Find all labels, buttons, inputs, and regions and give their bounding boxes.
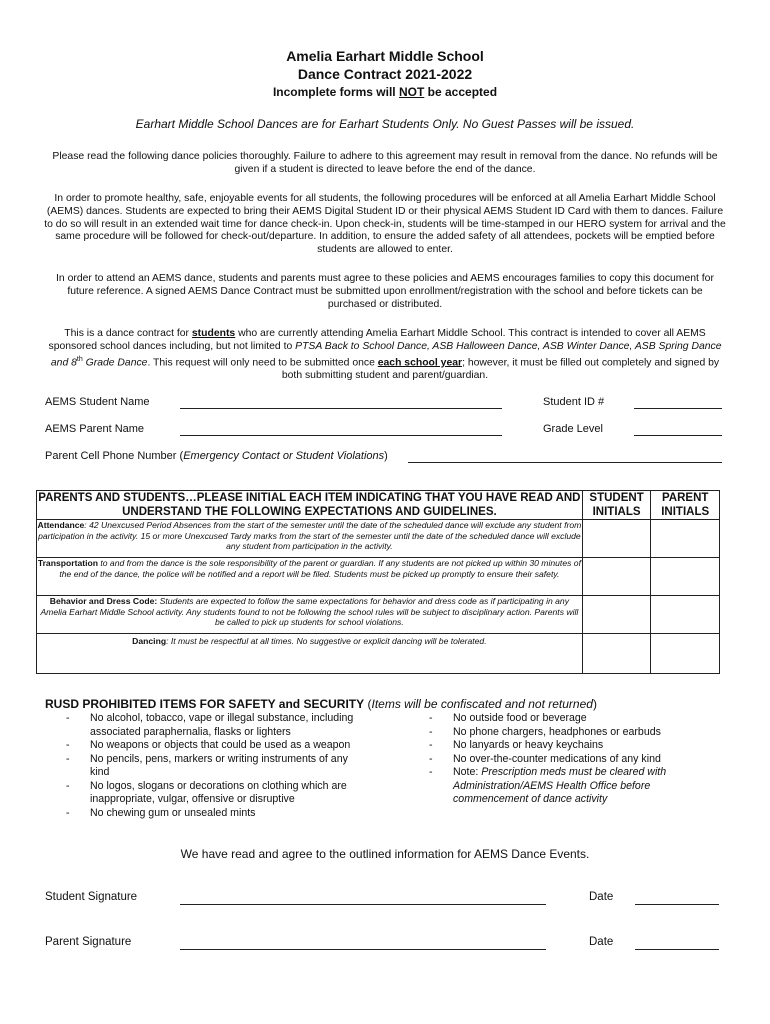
incomplete-notice: Incomplete forms will NOT be accepted [272, 85, 498, 99]
student-initials-box[interactable] [582, 634, 651, 674]
list-item: - No outside food or beverage [429, 712, 587, 724]
parent-initials-box[interactable] [651, 634, 720, 674]
policy-paragraph-3: In order to attend an AEMS dance, students and parents must agree to these policies and AEMS encourages families to copy this document for future reference. A signed AEMS Dance Contract must be submitted upon enrollment/registration with the school and before tickets can be purchased or distributed. [56, 273, 714, 310]
student-id-line[interactable] [634, 408, 722, 409]
parent-initials-box[interactable] [651, 558, 720, 596]
parent-signature-line[interactable] [180, 949, 546, 950]
expectations-table [36, 490, 720, 674]
student-initials-box[interactable] [582, 520, 651, 558]
list-item: - Note: Prescription meds must be cleared with Administration/AEMS Health Office before commencement of dance activity [429, 766, 667, 805]
student-name-label: AEMS Student Name [45, 396, 150, 408]
student-initials-box[interactable] [582, 558, 651, 596]
school-name: Amelia Earhart Middle School [286, 48, 484, 64]
student-signature-label: Student Signature [45, 891, 138, 903]
list-item: - No logos, slogans or decorations on clothing which are inappropriate, vulgar, offensive or disruptive [66, 779, 347, 805]
student-date-line[interactable] [635, 904, 719, 905]
rule-dancing: Dancing: It must be respectful at all times. No suggestive or explicit dancing will be tolerated. [37, 634, 583, 674]
rule-attendance: Attendance: 42 Unexcused Period Absences from the start of the semester until the date of the scheduled dance will exclude any student from participation in the activity. 15 or more Unexcused Tardy marks from the start of the semester until the date of the scheduled dance will exclude any student from participation in the activity. [37, 520, 583, 558]
list-item: - No pencils, pens, markers or writing instruments of any kind [66, 752, 348, 778]
prohibited-list-left [45, 712, 365, 820]
list-item: - No over-the-counter medications of any kind [429, 752, 661, 765]
parent-phone-line[interactable] [408, 462, 722, 463]
parent-name-line[interactable] [180, 435, 502, 436]
table-row [37, 558, 720, 596]
list-item: - No weapons or objects that could be used as a weapon [66, 739, 351, 751]
parent-date-label: Date [589, 936, 614, 948]
contract-title: Dance Contract 2021-2022 [297, 66, 473, 82]
agreement-statement: We have read and agree to the outlined information for AEMS Dance Events. [180, 847, 590, 861]
parent-date-line[interactable] [635, 949, 719, 950]
prohibited-title: RUSD PROHIBITED ITEMS FOR SAFETY and SECURITY (Items will be confiscated and not returned) [45, 697, 597, 711]
rule-behavior-dress-code: Behavior and Dress Code: Students are expected to follow the same expectations for behavior and dress code as if participating in any Amelia Earhart Middle School activity. Any students found to not be following the school rules will be subject to disciplinary action. Parents will be called to pick up students for school violations. [37, 596, 583, 634]
list-item: - No alcohol, tobacco, vape or illegal substance, including associated paraphernalia, flasks or lighters [66, 712, 354, 738]
tagline: Earhart Middle School Dances are for Earhart Students Only. No Guest Passes will be issued. [135, 117, 635, 131]
parent-name-label: AEMS Parent Name [45, 423, 145, 435]
expectations-header: PARENTS AND STUDENTS…PLEASE INITIAL EACH ITEM INDICATING THAT YOU HAVE READ AND UNDERSTAND THE FOLLOWING EXPECTATIONS AND GUIDELINES. [38, 492, 581, 518]
parent-initials-box[interactable] [651, 596, 720, 634]
grade-level-label: Grade Level [543, 423, 603, 435]
student-name-line[interactable] [180, 408, 502, 409]
student-id-label: Student ID # [543, 396, 605, 408]
list-item: - No phone chargers, headphones or earbuds [429, 725, 661, 738]
table-row [37, 634, 720, 674]
parent-signature-label: Parent Signature [45, 936, 132, 948]
policy-paragraph-1: Please read the following dance policies thoroughly. Failure to adhere to this agreement may result in removal from the dance. No refunds will be given if a student is directed to leave before the end of the dance. [52, 151, 718, 175]
rule-transportation: Transportation to and from the dance is the sole responsibility of the parent or guardian. If any students are not picked up within 30 minutes of the end of the dance, the police will be notified and a report will be filed. Students must be picked up promptly to ensure their safety. [37, 558, 583, 596]
student-initials-box[interactable] [582, 596, 651, 634]
prohibited-list-right [408, 712, 708, 807]
table-row [37, 596, 720, 634]
policy-paragraph-2: In order to promote healthy, safe, enjoyable events for all students, the following procedures will be enforced at all Amelia Earhart Middle School (AEMS) dances. Students are expected to bring their AEMS Digital Student ID or their physical AEMS Student ID Card with them to dances. Failure to do so will result in an extended wait time for dance check-in. Upon check-in, students will be time-stamped in our HERO system for arrival and the same procedure will be followed for check-out/departure. In addition, to ensure the added safety of all attendees, pockets will be emptied before students are allowed to enter. [44, 193, 726, 256]
list-item: - No chewing gum or unsealed mints [66, 806, 256, 819]
parent-phone-label: Parent Cell Phone Number (Emergency Contact or Student Violations) [45, 450, 388, 462]
student-signature-line[interactable] [180, 904, 546, 905]
student-initials-header: STUDENT INITIALS [582, 491, 651, 520]
policy-paragraph-4: This is a dance contract for students who are currently attending Amelia Earhart Middle School. This contract is intended to cover all AEMS sponsored school dances including, but not limited to PTSA Back to School Dance, ASB Halloween Dance, ASB Winter Dance, ASB Spring Dance and 8th Grade Dance. This request will only need to be submitted once each school year; however, it must be filled out completely and signed by both submitting student and parent/guardian. [48, 328, 722, 381]
parent-initials-box[interactable] [651, 520, 720, 558]
grade-level-line[interactable] [634, 435, 722, 436]
parent-initials-header: PARENT INITIALS [651, 491, 720, 520]
table-row [37, 520, 720, 558]
list-item: - No lanyards or heavy keychains [429, 739, 604, 751]
student-date-label: Date [589, 891, 614, 903]
